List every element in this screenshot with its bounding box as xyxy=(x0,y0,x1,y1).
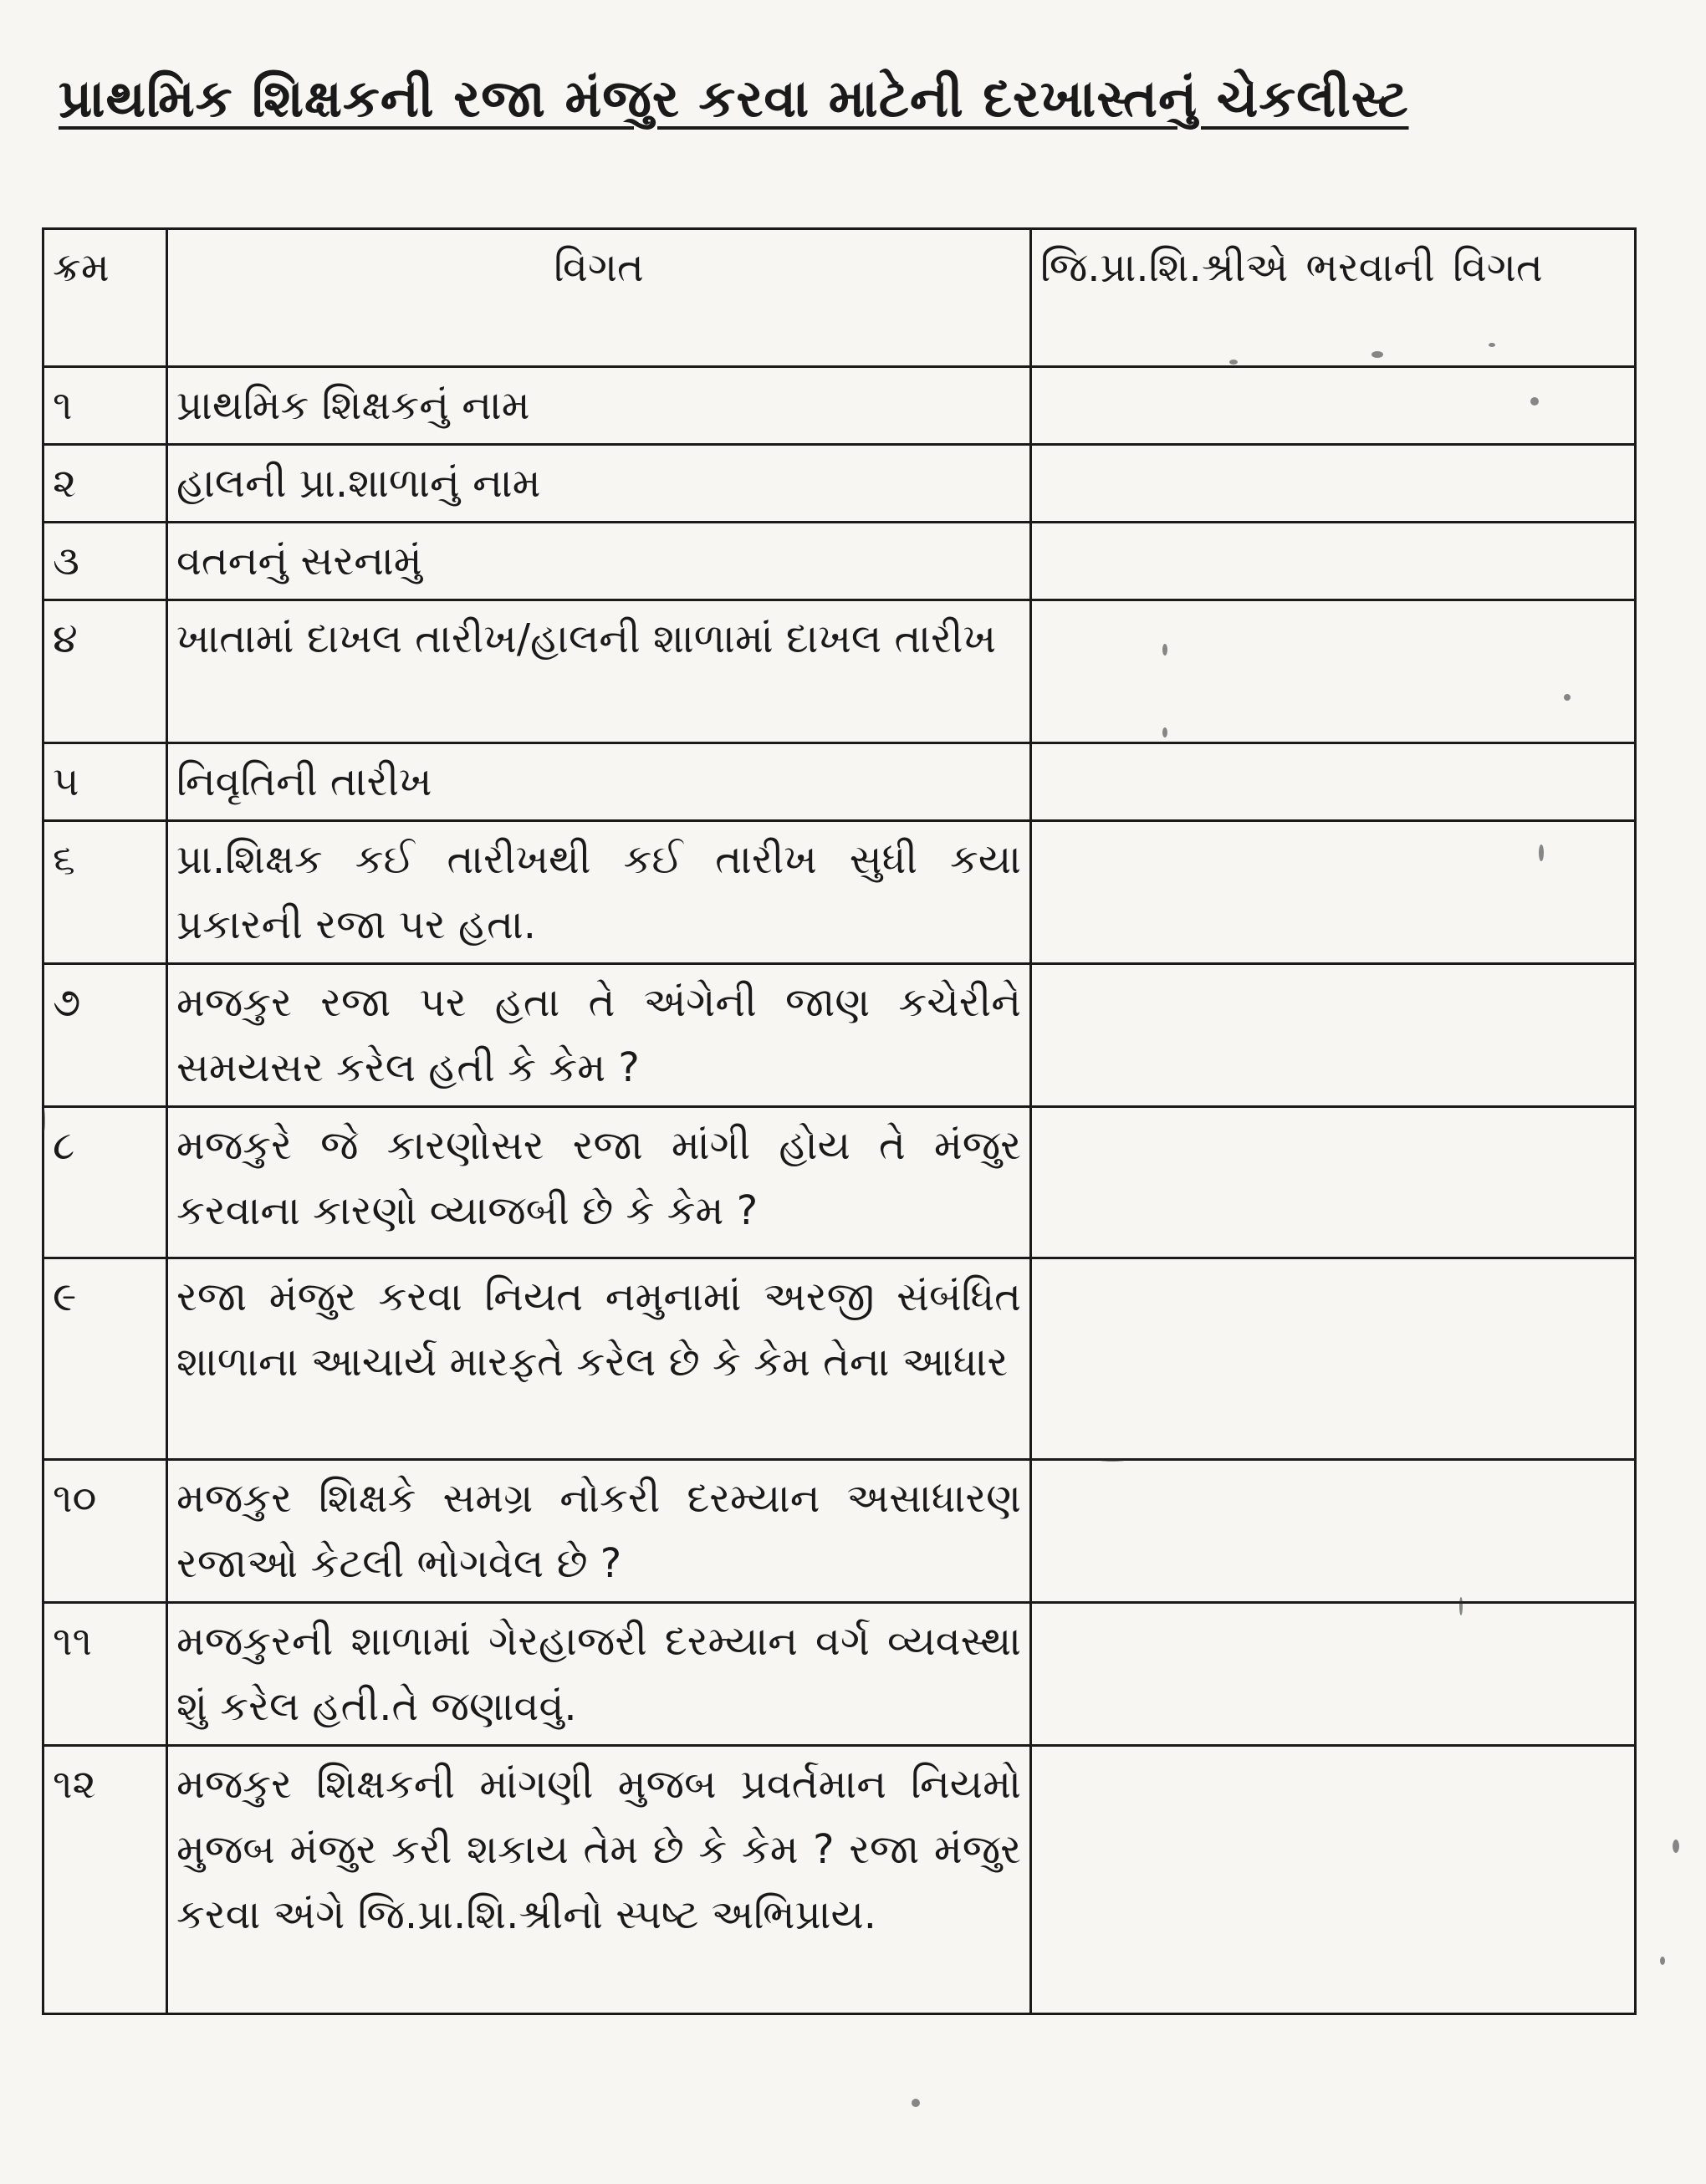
scan-speck xyxy=(1162,644,1167,656)
row-number: ૮ xyxy=(43,1107,167,1258)
row-detail: વતનનું સરનામું xyxy=(167,523,1031,600)
table-header-row xyxy=(43,229,1636,367)
table-row xyxy=(43,600,1636,743)
scan-speck xyxy=(1660,1957,1665,1965)
row-detail: મજકુર રજા પર હતા તે અંગેની જાણ કચેરીને સમયસર કરેલ હતી કે કેમ ? xyxy=(167,964,1031,1107)
row-number: ૩ xyxy=(43,523,167,600)
row-fill-cell[interactable] xyxy=(1031,743,1636,821)
table-row xyxy=(43,1107,1636,1258)
table-row xyxy=(43,1746,1636,2014)
scan-speck xyxy=(1539,845,1544,861)
table-row xyxy=(43,964,1636,1107)
row-fill-cell[interactable] xyxy=(1031,523,1636,600)
table-row xyxy=(43,445,1636,523)
row-fill-cell[interactable] xyxy=(1031,600,1636,743)
header-number: ક્રમ xyxy=(43,229,167,367)
row-fill-cell[interactable] xyxy=(1031,1746,1636,2014)
scan-speck xyxy=(1489,343,1495,347)
page-title: પ્રાથમિક શિક્ષકની રજા મંજુર કરવા માટેની દરખાસ્તનું ચેકલીસ્ટ xyxy=(59,68,1409,129)
scan-speck xyxy=(912,2099,920,2107)
table-row xyxy=(43,821,1636,964)
row-fill-cell[interactable] xyxy=(1031,821,1636,964)
scan-speck xyxy=(1229,360,1238,365)
scan-speck xyxy=(42,1108,45,1133)
row-detail: મજકુરે જે કારણોસર રજા માંગી હોય તે મંજુર કરવાના કારણો વ્યાજબી છે કે કેમ ? xyxy=(167,1107,1031,1258)
row-number: ૧ xyxy=(43,367,167,445)
row-number: ૯ xyxy=(43,1258,167,1460)
row-detail: પ્રા.શિક્ષક કઈ તારીખથી કઈ તારીખ સુધી કયા પ્રકારની રજા પર હતા. xyxy=(167,821,1031,964)
scan-speck xyxy=(1564,694,1571,701)
scan-speck xyxy=(1371,351,1383,358)
row-detail: ખાતામાં દાખલ તારીખ/હાલની શાળામાં દાખલ તારીખ xyxy=(167,600,1031,743)
table-row xyxy=(43,367,1636,445)
row-number: ૪ xyxy=(43,600,167,743)
row-number: ૭ xyxy=(43,964,167,1107)
row-fill-cell[interactable] xyxy=(1031,1460,1636,1603)
scan-speck xyxy=(1673,1840,1679,1853)
table-row xyxy=(43,523,1636,600)
row-number: ૬ xyxy=(43,821,167,964)
row-fill-cell[interactable] xyxy=(1031,445,1636,523)
checklist-table xyxy=(42,227,1637,2015)
table-row xyxy=(43,1258,1636,1460)
row-fill-cell[interactable] xyxy=(1031,1107,1636,1258)
row-fill-cell[interactable] xyxy=(1031,964,1636,1107)
row-detail: રજા મંજુર કરવા નિયત નમુનામાં અરજી સંબંધિત શાળાના આચાર્ય મારફતે કરેલ છે કે કેમ તેના આધાર xyxy=(167,1258,1031,1460)
row-number: ૧૦ xyxy=(43,1460,167,1603)
row-fill-cell[interactable] xyxy=(1031,367,1636,445)
header-detail: વિગત xyxy=(167,229,1031,367)
row-detail: નિવૃતિની તારીખ xyxy=(167,743,1031,821)
row-detail: મજકુર શિક્ષકની માંગણી મુજબ પ્રવર્તમાન નિયમો મુજબ મંજુર કરી શકાય તેમ છે કે કેમ ? રજા મંજુર કરવા અંગે જિ.પ્રા.શિ.શ્રીનો સ્પષ્ટ અભિપ્રાય. xyxy=(167,1746,1031,2014)
table-row xyxy=(43,743,1636,821)
row-fill-cell[interactable] xyxy=(1031,1258,1636,1460)
scan-speck xyxy=(1100,1459,1125,1462)
row-fill-cell[interactable] xyxy=(1031,1603,1636,1746)
row-detail: પ્રાથમિક શિક્ષકનું નામ xyxy=(167,367,1031,445)
row-detail: મજકુર શિક્ષકે સમગ્ર નોકરી દરમ્યાન અસાધારણ રજાઓ કેટલી ભોગવેલ છે ? xyxy=(167,1460,1031,1603)
table-row xyxy=(43,1460,1636,1603)
row-number: ૧૧ xyxy=(43,1603,167,1746)
scan-speck xyxy=(1459,1597,1463,1615)
row-number: ૫ xyxy=(43,743,167,821)
row-detail: મજકુરની શાળામાં ગેરહાજરી દરમ્યાન વર્ગ વ્યવસ્થા શું કરેલ હતી.તે જણાવવું. xyxy=(167,1603,1031,1746)
row-number: ૧૨ xyxy=(43,1746,167,2014)
row-detail: હાલની પ્રા.શાળાનું નામ xyxy=(167,445,1031,523)
table-row xyxy=(43,1603,1636,1746)
row-number: ૨ xyxy=(43,445,167,523)
scan-speck xyxy=(1530,397,1539,406)
scan-speck xyxy=(1162,727,1167,737)
header-fill-detail: જિ.પ્રા.શિ.શ્રીએ ભરવાની વિગત xyxy=(1031,229,1636,367)
